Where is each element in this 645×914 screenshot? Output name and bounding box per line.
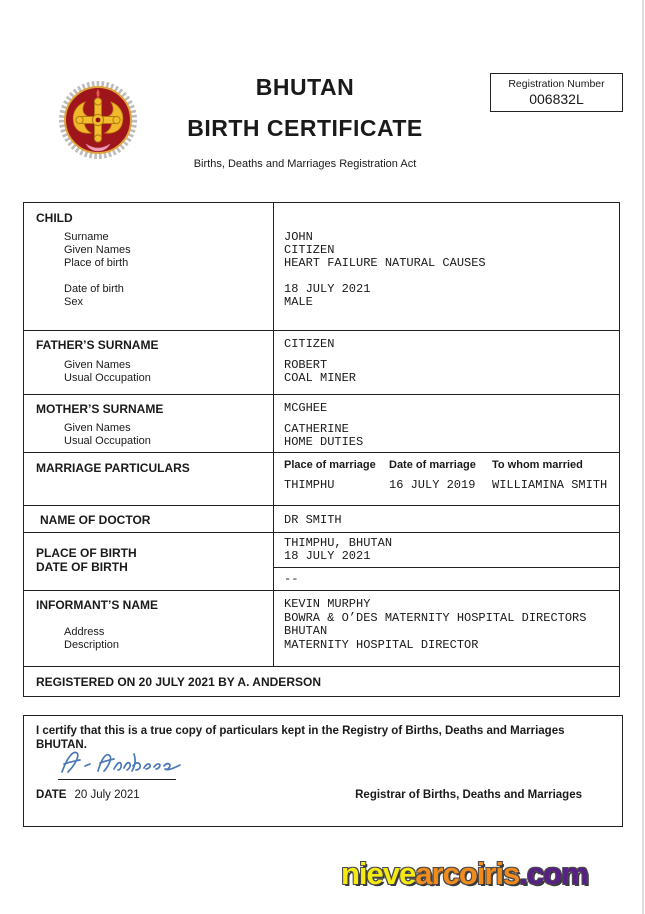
place-of-birth-label: Place of birth [64, 257, 129, 269]
registrar-title: Registrar of Births, Deaths and Marriages [355, 789, 582, 801]
informant-address-value: BHUTAN [284, 624, 328, 638]
father-surname-value: CITIZEN [284, 337, 335, 351]
date-of-marriage-label: Date of marriage [389, 459, 476, 471]
country-title: BHUTAN [255, 74, 355, 100]
informant-organisation-value: BOWRA & O’DES MATERNITY HOSPITAL DIRECTORS [284, 610, 587, 625]
name-of-doctor-label: NAME OF DOCTOR [40, 513, 151, 527]
registration-number-box [490, 73, 623, 112]
place-of-birth-section-label: PLACE OF BIRTH [36, 546, 137, 560]
birth-place-value: THIMPHU, BHUTAN [284, 536, 393, 550]
father-given-names-value: ROBERT [284, 358, 328, 372]
date-of-birth-label: Date of birth [64, 283, 124, 295]
date-of-marriage-value: 16 JULY 2019 [389, 478, 476, 492]
informant-name-value: KEVIN MURPHY [284, 597, 371, 611]
act-subtitle: Births, Deaths and Marriages Registration Act [193, 158, 417, 170]
registration-number-label: Registration Number [508, 78, 605, 90]
place-of-marriage-label: Place of marriage [284, 459, 376, 471]
date-label: DATE [36, 789, 67, 801]
birth-place-date-section [24, 533, 619, 591]
marriage-section [24, 453, 619, 506]
signature-underline [58, 779, 176, 780]
mother-section [24, 395, 619, 453]
marriage-particulars-label: MARRIAGE PARTICULARS [36, 461, 190, 475]
registered-text: REGISTERED ON 20 JULY 2021 BY A. ANDERSON [36, 675, 321, 689]
child-sex-value: MALE [284, 295, 313, 309]
given-names-label: Given Names [64, 244, 131, 256]
informant-section [24, 591, 619, 667]
watermark-part2: arcoiris [415, 856, 520, 891]
mother-given-names-value: CATHERINE [284, 422, 349, 436]
certification-statement: I certify that this is a true copy of particulars kept in the Registry of Births, Deaths and Marriages BHUTAN. [36, 725, 565, 751]
watermark-part1: nieve [341, 856, 416, 891]
child-place-of-birth-value: HEART FAILURE NATURAL CAUSES [284, 256, 486, 270]
site-watermark [341, 856, 588, 892]
father-given-names-label: Given Names [64, 359, 131, 371]
bhutan-emblem-icon [58, 80, 138, 160]
informant-address-label: Address [64, 626, 105, 638]
mother-occupation-label: Usual Occupation [64, 435, 151, 447]
to-whom-married-label: To whom married [492, 459, 583, 471]
birth-extra-value: -- [284, 572, 299, 586]
certification-date-value: 20 July 2021 [74, 789, 140, 801]
certificate-title-block [135, 74, 475, 170]
surname-label: Surname [64, 231, 109, 243]
to-whom-married-value: WILLIAMINA SMITH [492, 478, 608, 492]
certificate-title: BIRTH CERTIFICATE [187, 115, 423, 141]
doctor-name-value: DR SMITH [284, 513, 342, 527]
child-given-names-value: CITIZEN [284, 243, 335, 257]
child-section-label: CHILD [36, 211, 73, 225]
father-section [24, 331, 619, 395]
informant-name-label: INFORMANT’S NAME [36, 598, 158, 612]
mother-given-names-label: Given Names [64, 422, 131, 434]
mother-surname-value: MCGHEE [284, 401, 328, 415]
registration-number-value: 006832L [529, 91, 584, 107]
father-occupation-label: Usual Occupation [64, 372, 151, 384]
father-occupation-value: COAL MINER [284, 371, 357, 385]
child-surname-value: JOHN [284, 230, 313, 244]
sex-label: Sex [64, 296, 83, 308]
doctor-section [24, 506, 619, 533]
registered-section [24, 667, 619, 696]
place-of-marriage-value: THIMPHU [284, 478, 335, 492]
child-date-of-birth-value: 18 JULY 2021 [284, 282, 371, 296]
birth-date-value: 18 JULY 2021 [284, 549, 371, 563]
mother-occupation-value: HOME DUTIES [284, 435, 364, 449]
child-section [24, 203, 619, 331]
mother-surname-label: MOTHER’S SURNAME [36, 402, 164, 416]
informant-description-value: MATERNITY HOSPITAL DIRECTOR [284, 637, 479, 652]
page-edge-shadow [642, 0, 644, 914]
informant-description-label: Description [64, 639, 120, 651]
registrar-signature-image [54, 744, 204, 782]
father-surname-label: FATHER’S SURNAME [36, 338, 159, 352]
watermark-part3: .com [519, 856, 588, 891]
certification-box [23, 715, 623, 827]
date-of-birth-section-label: DATE OF BIRTH [36, 560, 128, 574]
certificate-table [23, 202, 620, 697]
